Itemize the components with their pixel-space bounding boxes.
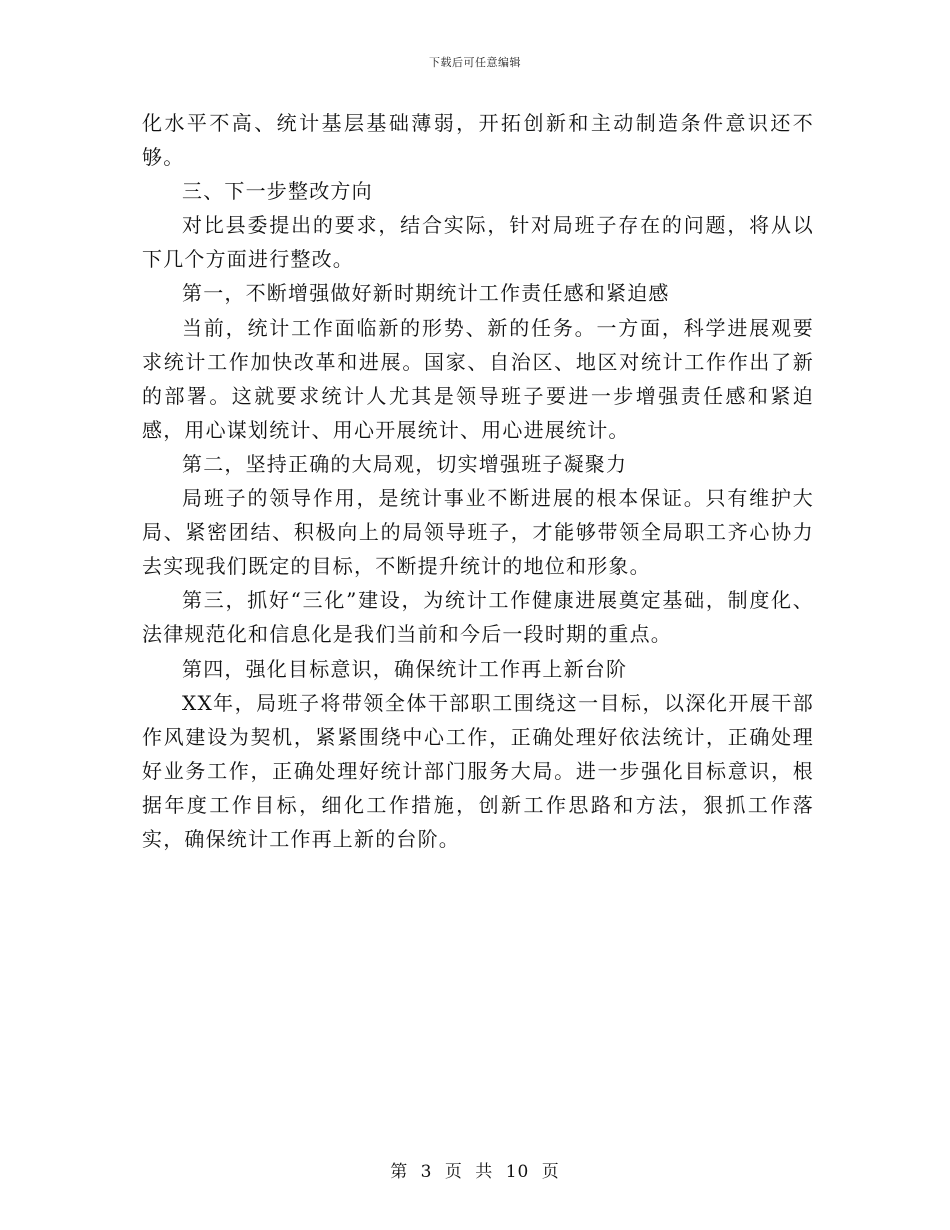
paragraph-5: 第三，抓好“三化”建设，为统计工作健康进展奠定基础，制度化、法律规范化和信息化是我们当前和今后一段时期的重点。 — [142, 588, 814, 647]
paragraph-2: 对比县委提出的要求，结合实际，针对局班子存在的问题，将从以下几个方面进行整改。 — [142, 213, 814, 272]
paragraph-4: 局班子的领导作用，是统计事业不断进展的根本保证。只有维护大局、紧密团结、积极向上的局领导班子，才能够带领全局职工齐心协力去实现我们既定的目标，不断提升统计的地位和形象。 — [142, 486, 814, 579]
paragraph-6: XX年，局班子将带领全体干部职工围绕这一目标，以深化开展干部作风建设为契机，紧紧围绕中心工作，正确处理好依法统计，正确处理好业务工作，正确处理好统计部门服务大局。进一步强化目标意识，根据年度工作目标，细化工作措施，创新工作思路和方法，狠抓工作落实，确保统计工作再上新的台阶。 — [142, 690, 814, 851]
page-header: 下载后可任意编辑 — [429, 56, 521, 69]
section-heading-3: 三、下一步整改方向 — [182, 179, 373, 204]
paragraph-3: 当前，统计工作面临新的形势、新的任务。一方面，科学进展观要求统计工作加快改革和进展。国家、自治区、地区对统计工作作出了新的部署。这就要求统计人尤其是领导班子要进一步增强责任感和紧迫感，用心谋划统计、用心开展统计、用心进展统计。 — [142, 315, 814, 442]
page-number: 第 3 页 共 10 页 — [390, 1162, 560, 1182]
subheading-4: 第四，强化目标意识，确保统计工作再上新台阶 — [182, 656, 628, 681]
subheading-2: 第二，坚持正确的大局观，切实增强班子凝聚力 — [182, 451, 628, 476]
subheading-1: 第一，不断增强做好新时期统计工作责任感和紧迫感 — [182, 281, 670, 306]
document-body — [142, 106, 814, 856]
paragraph-1: 化水平不高、统计基层基础薄弱，开拓创新和主动制造条件意识还不够。 — [142, 111, 814, 170]
